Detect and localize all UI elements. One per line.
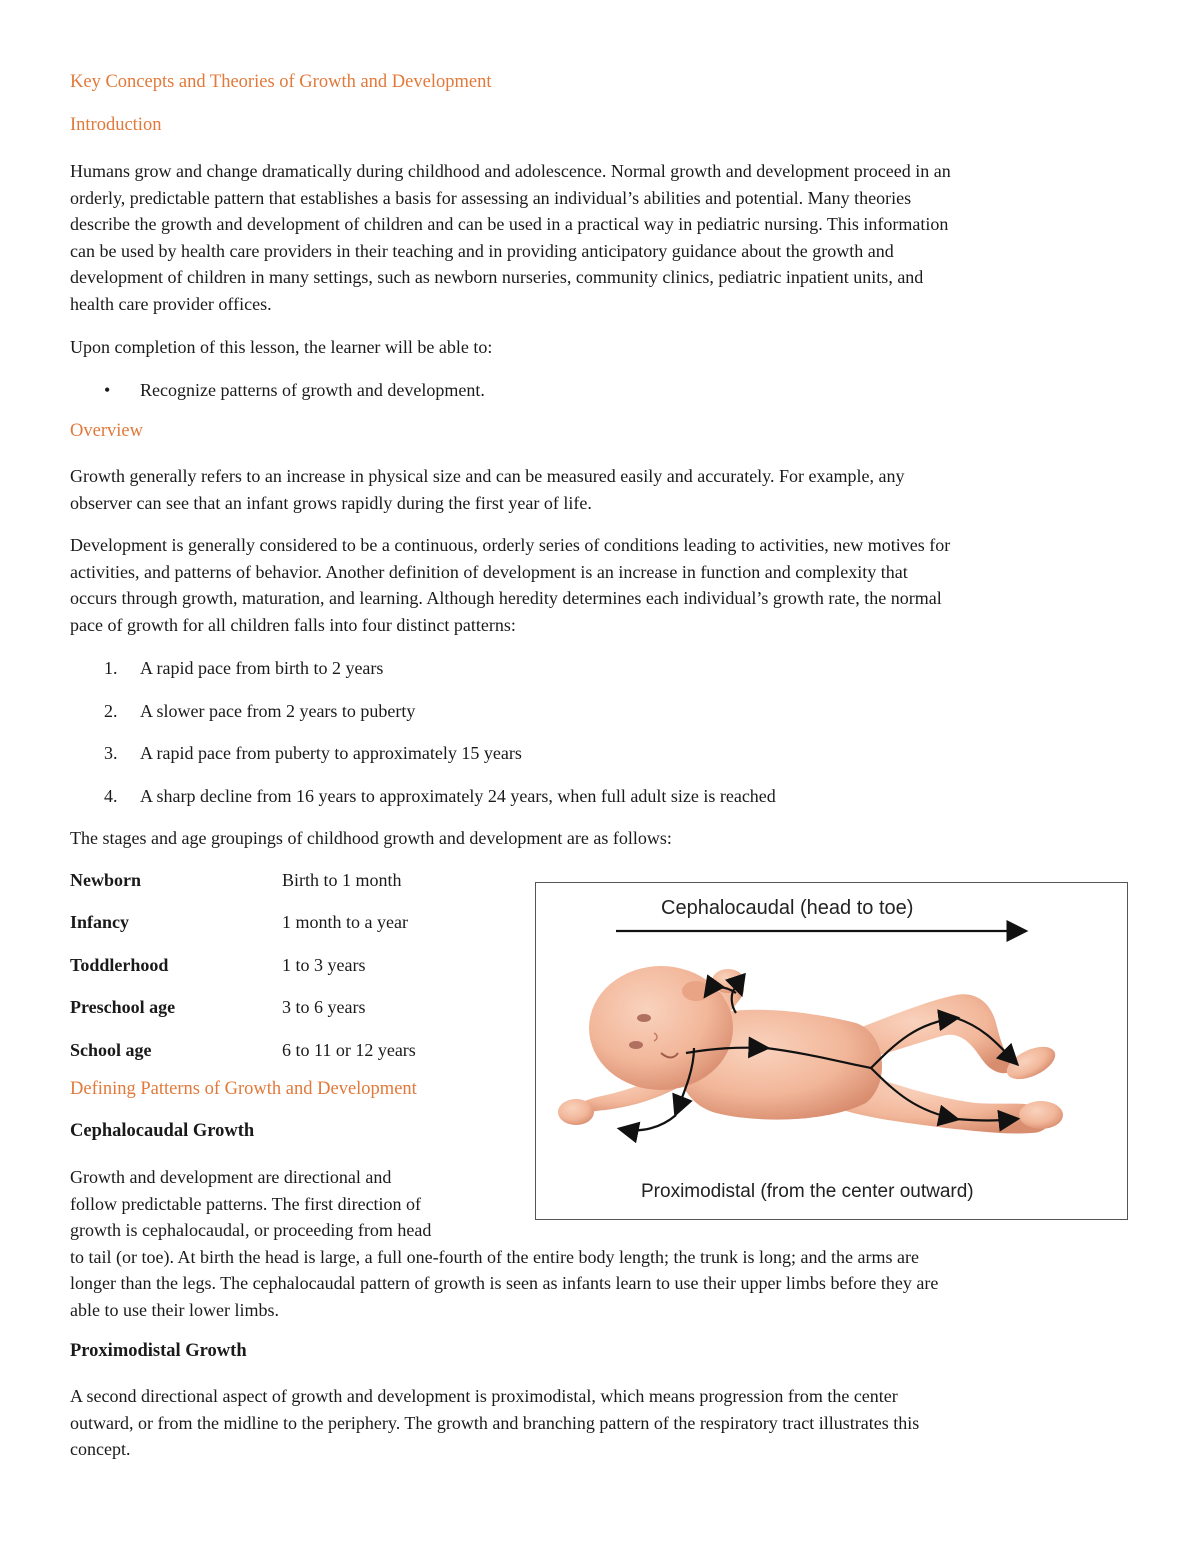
proximodistal-heading: Proximodistal Growth	[70, 1341, 247, 1361]
overview-heading: Overview	[70, 421, 143, 441]
pattern-number: 4.	[104, 786, 118, 806]
paragraph-line: Humans grow and change dramatically during childhood and adolescence. Normal growth and development proceed in an	[70, 161, 951, 181]
paragraph-line: growth is cephalocaudal, or proceeding from head	[70, 1220, 432, 1240]
paragraph-line: can be used by health care providers in their teaching and in providing anticipatory guidance about the growth and	[70, 240, 894, 261]
pattern-text: A sharp decline from 16 years to approximately 24 years, when full adult size is reached	[140, 786, 776, 806]
cephalocaudal-heading: Cephalocaudal Growth	[70, 1121, 255, 1141]
paragraph-line: A second directional aspect of growth and development is proximodistal, which means progression from the center	[70, 1386, 898, 1406]
paragraph-line: longer than the legs. The cephalocaudal pattern of growth is seen as infants learn to use their upper limbs before they are	[70, 1273, 939, 1293]
paragraph-line: orderly, predictable pattern that establishes a basis for assessing an individual’s abilities and potential. Many theories	[70, 187, 912, 208]
paragraph-line: to tail (or toe). At birth the head is large, a full one-fourth of the entire body length; the trunk is long; and the arms are	[70, 1246, 919, 1267]
introduction-heading: Introduction	[70, 115, 162, 135]
development-paragraph	[70, 532, 1130, 638]
paragraph-line: development of children in many settings, such as newborn nurseries, community clinics, pediatric inpatient units, and	[70, 267, 924, 287]
infant-body	[558, 966, 1063, 1134]
stage-name: Toddlerhood	[70, 955, 169, 975]
cephalocaudal-label: Cephalocaudal (head to toe)	[661, 897, 914, 919]
stage-name: School age	[70, 1040, 152, 1060]
introduction-paragraph	[70, 158, 1130, 317]
paragraph-line: concept.	[70, 1439, 131, 1459]
defining-heading: Defining Patterns of Growth and Development	[70, 1079, 417, 1099]
paragraph-line: outward, or from the midline to the periphery. The growth and branching pattern of the respiratory tract illustrates this	[70, 1412, 920, 1433]
pattern-item	[104, 783, 776, 809]
pattern-item	[104, 655, 383, 681]
infant-illustration	[536, 883, 1126, 1218]
stage-row	[70, 994, 365, 1020]
paragraph-line: Growth and development are directional and	[70, 1167, 392, 1187]
stage-name: Preschool age	[70, 997, 176, 1017]
stage-age: 3 to 6 years	[282, 997, 366, 1017]
stage-age: 6 to 11 or 12 years	[282, 1040, 416, 1060]
paragraph-line: follow predictable patterns. The first direction of	[70, 1193, 422, 1214]
objective-item: • Recognize patterns of growth and development.	[70, 377, 1130, 403]
proximodistal-paragraph	[70, 1383, 1130, 1463]
growth-direction-figure	[535, 882, 1128, 1220]
pattern-number: 1.	[104, 658, 118, 678]
pattern-item	[104, 698, 415, 724]
pattern-text: A rapid pace from puberty to approximately 15 years	[140, 743, 522, 763]
paragraph-line: activities, and patterns of behavior. Another definition of development is an increase in function and complexity that	[70, 561, 908, 582]
stages-intro: The stages and age groupings of childhood growth and development are as follows:	[70, 828, 672, 848]
paragraph-line: occurs through growth, maturation, and learning. Although heredity determines each individual’s growth rate, the normal	[70, 588, 942, 608]
paragraph-line: able to use their lower limbs.	[70, 1299, 279, 1320]
objectives-intro: Upon completion of this lesson, the learner will be able to:	[70, 337, 493, 357]
pattern-text: A slower pace from 2 years to puberty	[140, 701, 416, 721]
proximodistal-label: Proximodistal (from the center outward)	[641, 1181, 974, 1202]
stage-row	[70, 909, 408, 935]
stage-row	[70, 952, 365, 978]
paragraph-line: pace of growth for all children falls into four distinct patterns:	[70, 614, 516, 635]
objectives-list	[70, 377, 1130, 403]
stage-row	[70, 1037, 416, 1063]
growth-paragraph	[70, 463, 1130, 516]
stage-age: Birth to 1 month	[282, 870, 402, 890]
pattern-text: A rapid pace from birth to 2 years	[140, 658, 384, 678]
document-title: Key Concepts and Theories of Growth and Development	[70, 72, 492, 92]
paragraph-line: describe the growth and development of children and can be used in a practical way in pediatric nursing. This information	[70, 214, 949, 234]
paragraph-line: observer can see that an infant grows rapidly during the first year of life.	[70, 492, 592, 513]
pattern-item	[104, 740, 522, 766]
stage-name: Newborn	[70, 870, 141, 890]
paragraph-line: Development is generally considered to be a continuous, orderly series of conditions leading to activities, new motives for	[70, 535, 951, 555]
stage-row	[70, 867, 402, 893]
paragraph-line: Growth generally refers to an increase in physical size and can be measured easily and accurately. For example, any	[70, 466, 905, 486]
paragraph-line: health care provider offices.	[70, 293, 272, 314]
stage-age: 1 to 3 years	[282, 955, 366, 975]
pattern-number: 2.	[104, 701, 118, 721]
stage-name: Infancy	[70, 912, 130, 932]
pattern-number: 3.	[104, 743, 118, 763]
stage-age: 1 month to a year	[282, 912, 408, 932]
